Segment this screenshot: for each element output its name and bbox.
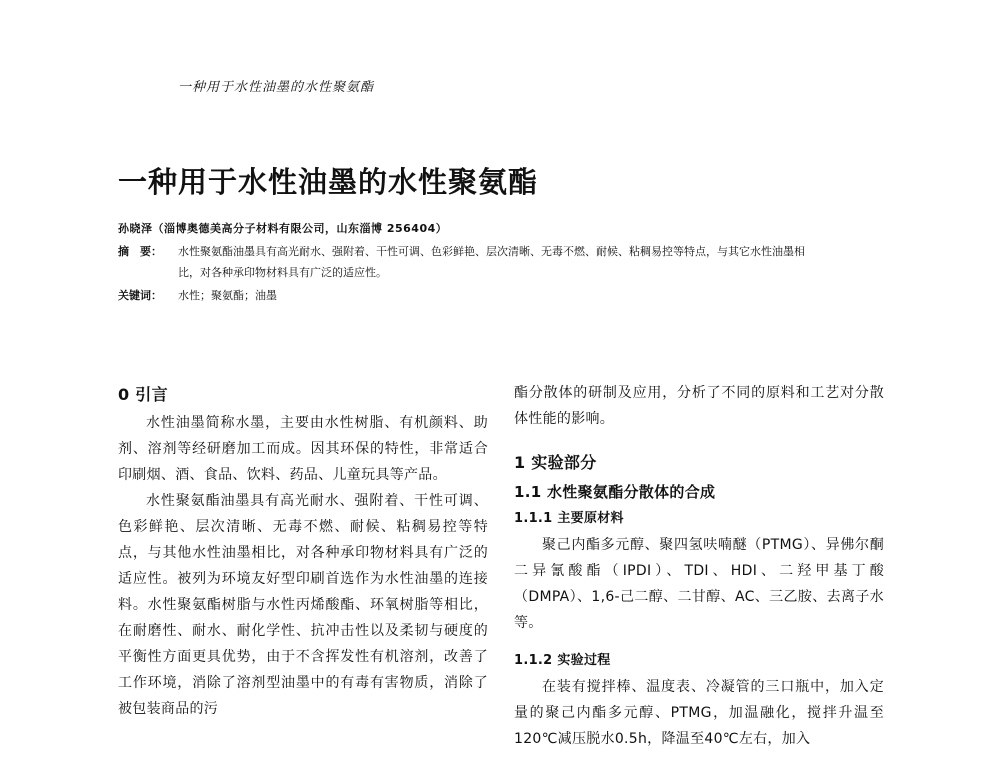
subsection-heading-synthesis: 1.1 水性聚氨酯分散体的合成 xyxy=(514,483,716,501)
subsubsection-heading-materials: 1.1.1 主要原材料 xyxy=(514,511,624,526)
keywords-label: 关键词： xyxy=(118,289,162,302)
left-column xyxy=(118,380,488,722)
intro-paragraph-1: 水性油墨简称水墨，主要由水性树脂、有机颜料、助剂、溶剂等经研磨加工而成。因其环保的特性，非常适合印刷烟、酒、食品、饮料、药品、儿童玩具等产品。 xyxy=(118,415,488,483)
abstract-label: 摘 要： xyxy=(118,245,162,258)
abstract-text: 水性聚氨酯油墨具有高光耐水、强附着、干性可调、色彩鲜艳、层次清晰、无毒不燃、耐候、粘稠易控等特点，与其它水性油墨相比，对各种承印物材料具有广泛的适应性。 xyxy=(178,245,805,279)
subsubsection-heading-process: 1.1.2 实验过程 xyxy=(514,653,611,668)
intro-continuation: 酯分散体的研制及应用，分析了不同的原料和工艺对分散体性能的影响。 xyxy=(514,385,884,427)
process-paragraph: 在装有搅拌棒、温度表、冷凝管的三口瓶中，加入定量的聚己内酯多元醇、PTMG，加温融化，搅拌升温至120℃减压脱水0.5h，降温至40℃左右，加入 xyxy=(514,679,884,747)
keywords xyxy=(118,285,818,306)
intro-paragraph-2: 水性聚氨酯油墨具有高光耐水、强附着、干性可调、色彩鲜艳、层次清晰、无毒不燃、耐候、粘稠易控等特点，与其他水性油墨相比，对各种承印物材料具有广泛的适应性。被列为环境友好型印刷首选作为水性油墨的连接料。水性聚氨酯树脂与水性丙烯酸酯、环氧树脂等相比，在耐磨性、耐水、耐化学性、抗冲击性以及柔韧与硬度的平衡性方面更具优势，由于不含挥发性有机溶剂，改善了工作环境，消除了溶剂型油墨中的有毒有害物质，消除了被包装商品的污 xyxy=(118,493,488,717)
section-heading-experiment: 1 实验部分 xyxy=(514,453,597,472)
paper-title: 一种用于水性油墨的水性聚氨酯 xyxy=(118,165,539,199)
abstract xyxy=(118,241,818,283)
materials-paragraph: 聚己内酯多元醇、聚四氢呋喃醚（PTMG）、异佛尔酮二异氰酸酯（IPDI）、TDI、HDI、二羟甲基丁酸（DMPA）、1,6-己二醇、二甘醇、AC、三乙胺、去离子水等。 xyxy=(514,537,884,631)
right-column xyxy=(514,380,884,752)
keywords-text: 水性；聚氨酯；油墨 xyxy=(178,289,277,302)
running-header: 一种用于水性油墨的水性聚氨酯 xyxy=(178,80,375,95)
author-affiliation: 孙晓泽（淄博奥德美高分子材料有限公司，山东淄博 256404） xyxy=(118,222,448,235)
section-heading-introduction: 0 引言 xyxy=(118,385,168,404)
